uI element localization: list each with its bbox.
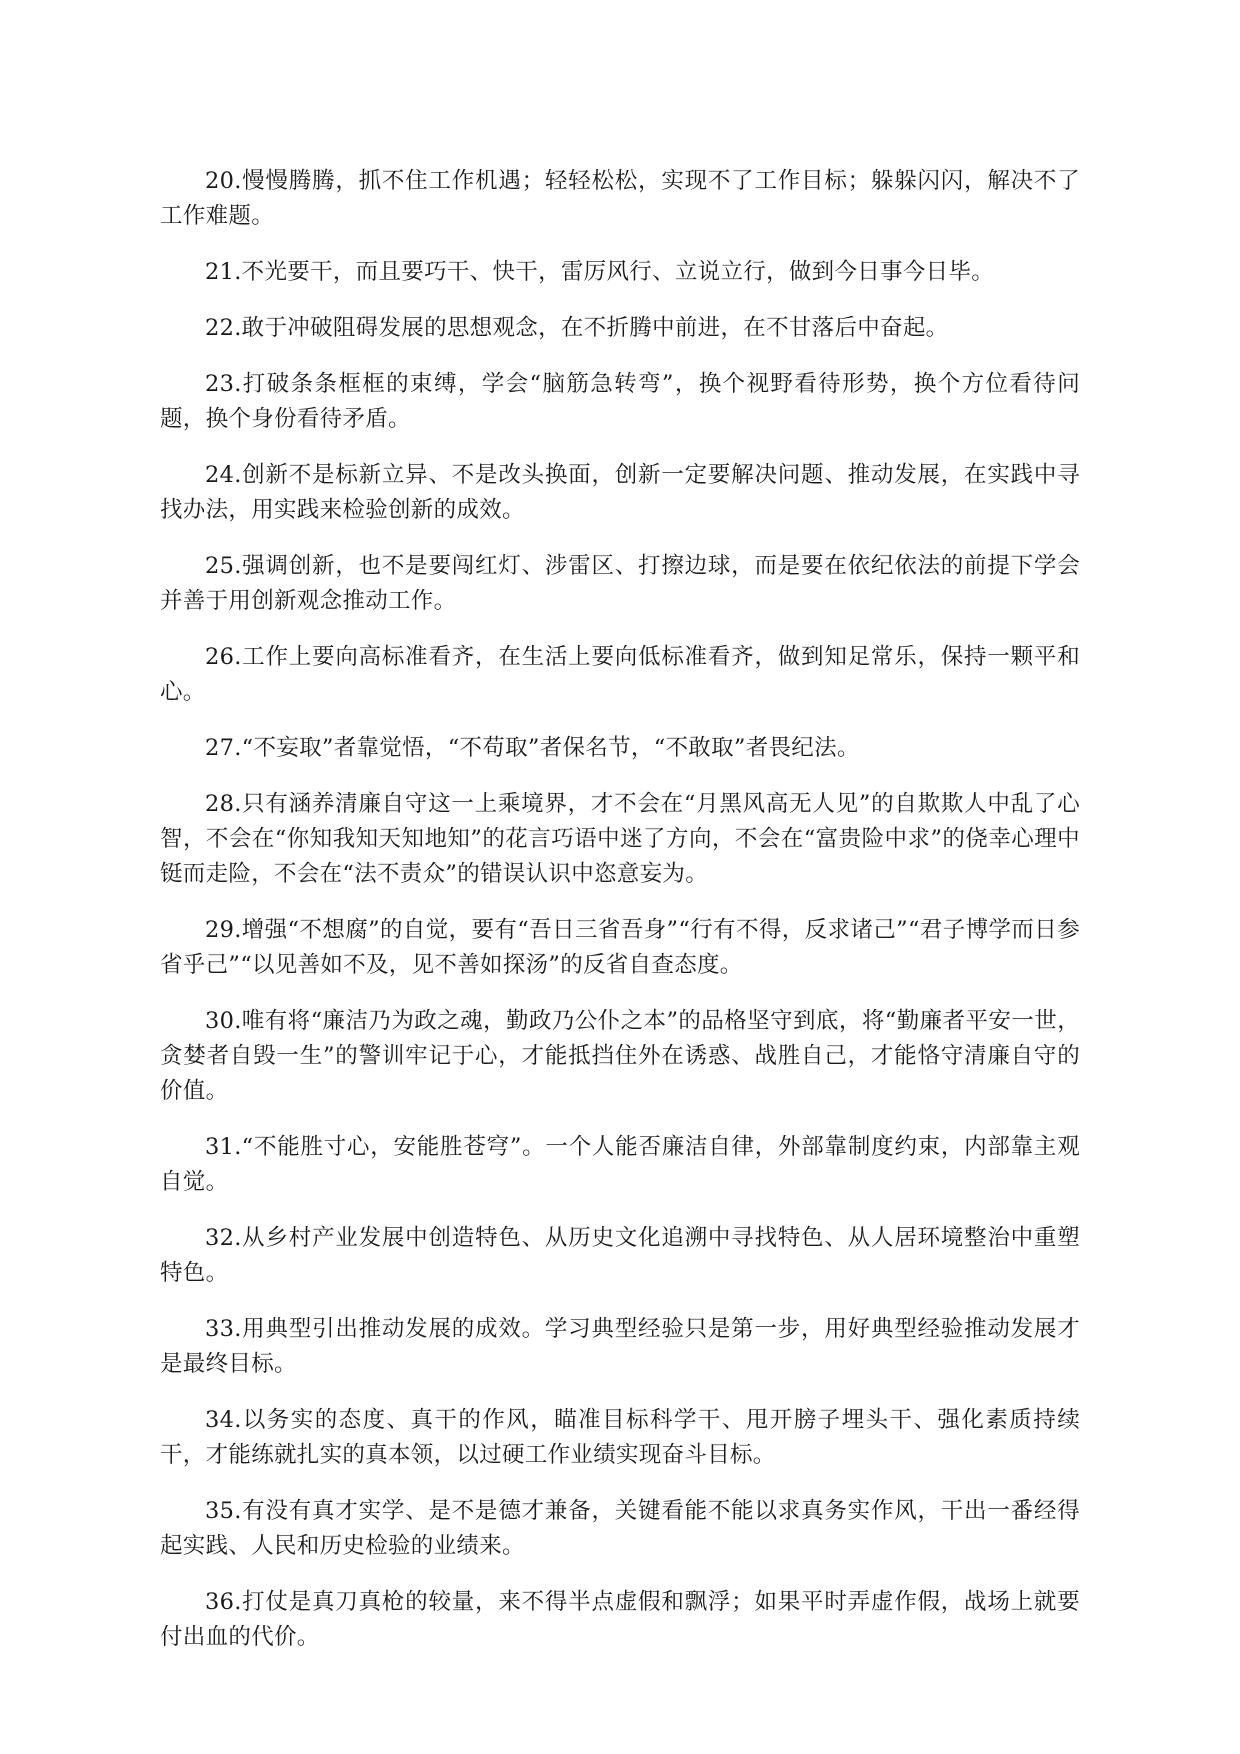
paragraph-33: 33.用典型引出推动发展的成效。学习典型经验只是第一步，用好典型经验推动发展才是最终目标。 (160, 1316, 1080, 1377)
paragraph-30: 30.唯有将“廉洁乃为政之魂，勤政乃公仆之本”的品格坚守到底，将“勤廉者平安一世，贪婪者自毁一生”的警训牢记于心，才能抵挡住外在诱惑、战胜自己，才能恪守清廉自守的价值。 (160, 1008, 1080, 1104)
paragraph-29: 29.增强“不想腐”的自觉，要有“吾日三省吾身”“行有不得，反求诸己”“君子博学而日参省乎己”“以见善如不及，见不善如探汤”的反省自查态度。 (160, 917, 1080, 978)
paragraph-27: 27.“不妄取”者靠觉悟，“不苟取”者保名节，“不敢取”者畏纪法。 (205, 735, 860, 761)
paragraph-22: 22.敢于冲破阻碍发展的思想观念，在不折腾中前进，在不甘落后中奋起。 (205, 315, 949, 341)
paragraph-32: 32.从乡村产业发展中创造特色、从历史文化追溯中寻找特色、从人居环境整治中重塑特色。 (160, 1225, 1080, 1286)
paragraph-35: 35.有没有真才实学、是不是德才兼备，关键看能不能以求真务实作风，干出一番经得起实践、人民和历史检验的业绩来。 (160, 1498, 1080, 1559)
paragraph-26: 26.工作上要向高标准看齐，在生活上要向低标准看齐，做到知足常乐，保持一颗平和心。 (160, 644, 1080, 705)
paragraph-36: 36.打仗是真刀真枪的较量，来不得半点虚假和飘浮；如果平时弄虚作假，战场上就要付出血的代价。 (160, 1589, 1080, 1650)
paragraph-34: 34.以务实的态度、真干的作风，瞄准目标科学干、甩开膀子埋头干、强化素质持续干，才能练就扎实的真本领，以过硬工作业绩实现奋斗目标。 (160, 1407, 1080, 1468)
paragraph-24: 24.创新不是标新立异、不是改头换面，创新一定要解决问题、推动发展，在实践中寻找办法，用实践来检验创新的成效。 (160, 462, 1080, 523)
paragraph-25: 25.强调创新，也不是要闯红灯、涉雷区、打擦边球，而是要在依纪依法的前提下学会并善于用创新观念推动工作。 (160, 553, 1080, 614)
paragraph-21: 21.不光要干，而且要巧干、快干，雷厉风行、立说立行，做到今日事今日毕。 (205, 259, 995, 285)
paragraph-31: 31.“不能胜寸心，安能胜苍穹”。一个人能否廉洁自律，外部靠制度约束，内部靠主观自觉。 (160, 1134, 1080, 1195)
paragraph-28: 28.只有涵养清廉自守这一上乘境界，才不会在“月黑风高无人见”的自欺欺人中乱了心智，不会在“你知我知天知地知”的花言巧语中迷了方向，不会在“富贵险中求”的侥幸心理中铤而走险，不会在“法不责众”的错误认识中恣意妄为。 (160, 791, 1080, 887)
paragraph-23: 23.打破条条框框的束缚，学会“脑筋急转弯”，换个视野看待形势，换个方位看待问题，换个身份看待矛盾。 (160, 371, 1080, 432)
paragraph-20: 20.慢慢腾腾，抓不住工作机遇；轻轻松松，实现不了工作目标；躲躲闪闪，解决不了工作难题。 (160, 168, 1080, 229)
